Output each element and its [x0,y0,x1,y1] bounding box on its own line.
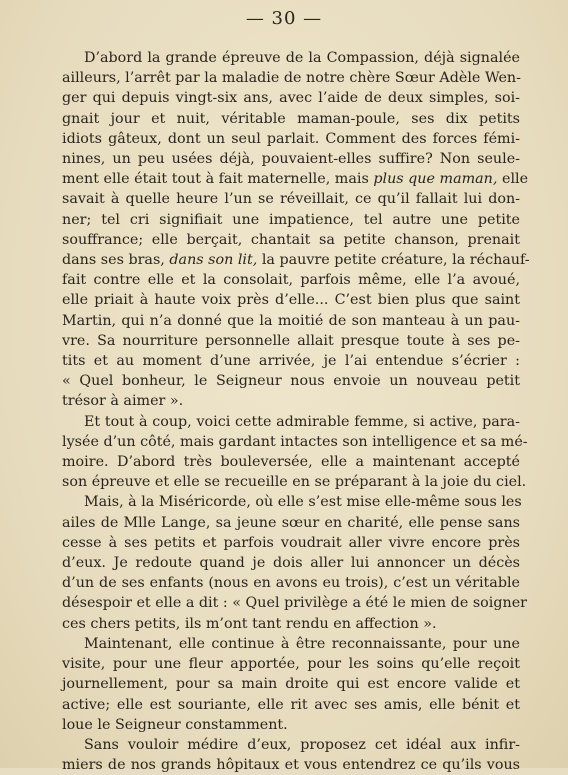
text-segment: ces chers petits, ils m’ont tant rendu en affection ». [62,615,437,632]
text-segment: la pauvre petite créature, la réchauf- [257,252,530,269]
text-segment: elle [497,171,529,188]
text-line [62,654,520,674]
text-line [62,573,520,593]
text-line [62,695,520,715]
text-segment: Et tout à coup, voici cette admirable femme, si active, para- [84,413,520,430]
text-segment: trésor à aimer ». [62,393,184,410]
text-line [62,492,520,512]
italic-text: dans son lit, [169,252,258,269]
text-line [62,674,520,694]
text-line [62,311,520,331]
text-segment: D’abord la grande épreuve de la Compassion, déjà signalée [84,50,520,66]
text-line [62,634,520,654]
text-line [62,48,520,68]
text-segment: gnait jour et nuit, véritable maman-poule, ses dix petits [62,110,520,127]
text-line [62,614,520,634]
text-line [62,68,520,88]
text-line [62,715,520,735]
text-segment: ailleurs, l’arrêt par la maladie de notre chère Sœur Adèle Wen- [62,70,521,87]
text-line [62,189,520,209]
text-line [62,270,520,290]
text-line [62,149,520,169]
text-line [62,169,529,189]
text-segment: savait à quelle heure l’un se réveillait, ce qu’il fallait lui don- [62,191,520,208]
text-segment: moire. D’abord très bouleversée, elle a maintenant accepté [62,454,520,471]
text-line [62,210,520,230]
text-line [62,371,520,391]
text-line [62,250,530,270]
text-segment: vre. Sa nourriture personnelle allait presque toute à ses pe- [62,332,520,349]
page-number: — 30 — [245,8,323,29]
text-segment: Sans vouloir médire d’eux, proposez cet idéal aux infir- [84,736,520,753]
text-line [62,533,520,553]
text-segment: lysée d’un côté, mais gardant intactes son intelligence et sa mé- [62,433,528,450]
text-segment: fait contre elle et la consolait, parfois même, elle l’a avoué, [62,272,520,289]
text-line [62,452,520,472]
text-segment: désespoir et elle a dit : « Quel privilège a été le mien de soigner [62,595,527,612]
text-segment: active; elle est souriante, elle rit avec ses amis, elle bénit et [62,696,520,713]
text-segment: idiots gâteux, dont un seul parlait. Comment des forces fémi- [62,130,520,147]
text-segment: elle priait à haute voix près d’elle... C’est bien plus que saint [62,292,520,309]
text-line [62,391,520,411]
text-line [62,331,520,351]
text-segment: nines, un peu usées déjà, pouvaient-elles suffire? Non seule- [62,151,520,168]
text-segment: son épreuve et elle se recueille en se préparant à la joie du ciel. [62,474,527,491]
text-segment: Mais, à la Miséricorde, où elle s’est mise elle-même sous les [84,494,522,511]
text-segment: visite, pour une fleur apportée, pour les soins qu’elle reçoit [62,656,520,673]
text-segment: ailes de Mlle Lange, sa jeune sœur en charité, elle pense sans [62,514,520,531]
text-line [62,412,520,432]
text-segment: Martin, qui n’a donné que la moitié de son manteau à un pau- [62,312,520,329]
text-segment: tits et au moment d’une arrivée, je l’ai entendue s’écrier : [62,353,520,370]
text-segment: cesse à ses petits et parfois voudrait aller vivre encore près [62,534,520,551]
text-segment: journellement, pour sa main droite qui est encore valide et [62,676,520,693]
text-segment: d’un de ses enfants (nous en avons eu trois), c’est un véritable [62,575,520,592]
text-segment: « Quel bonheur, le Seigneur nous envoie un nouveau petit [62,373,520,390]
italic-text: plus que maman, [373,171,498,188]
text-line [62,109,520,129]
text-line [62,230,520,250]
text-segment: ner; tel cri signifiait une impatience, tel autre une petite [62,211,520,228]
text-segment: souffrance; elle berçait, chantait sa petite chanson, prenait [62,231,520,248]
text-line [62,553,520,573]
text-segment: d’eux. Je redoute quand je dois aller lui annoncer un décès [62,555,520,572]
text-line [62,593,527,613]
text-line [62,735,520,755]
text-segment: miers de nos grands hôpitaux et vous entendrez ce qu’ils vous [62,757,520,774]
text-segment: Maintenant, elle continue à être reconnaissante, pour une [84,635,520,652]
text-segment: loue le Seigneur constamment. [62,716,288,733]
text-line [62,88,520,108]
text-line [62,755,520,775]
text-line [62,432,528,452]
body-text [62,48,530,775]
text-line [62,472,527,492]
text-segment: ment elle était tout à fait maternelle, mais [62,171,374,188]
text-line [62,129,520,149]
text-line [62,290,520,310]
text-segment: dans ses bras, [62,252,170,269]
text-line [62,513,520,533]
text-line [62,351,520,371]
text-segment: ger qui depuis vingt-six ans, avec l’aide de deux simples, soi- [62,90,520,107]
